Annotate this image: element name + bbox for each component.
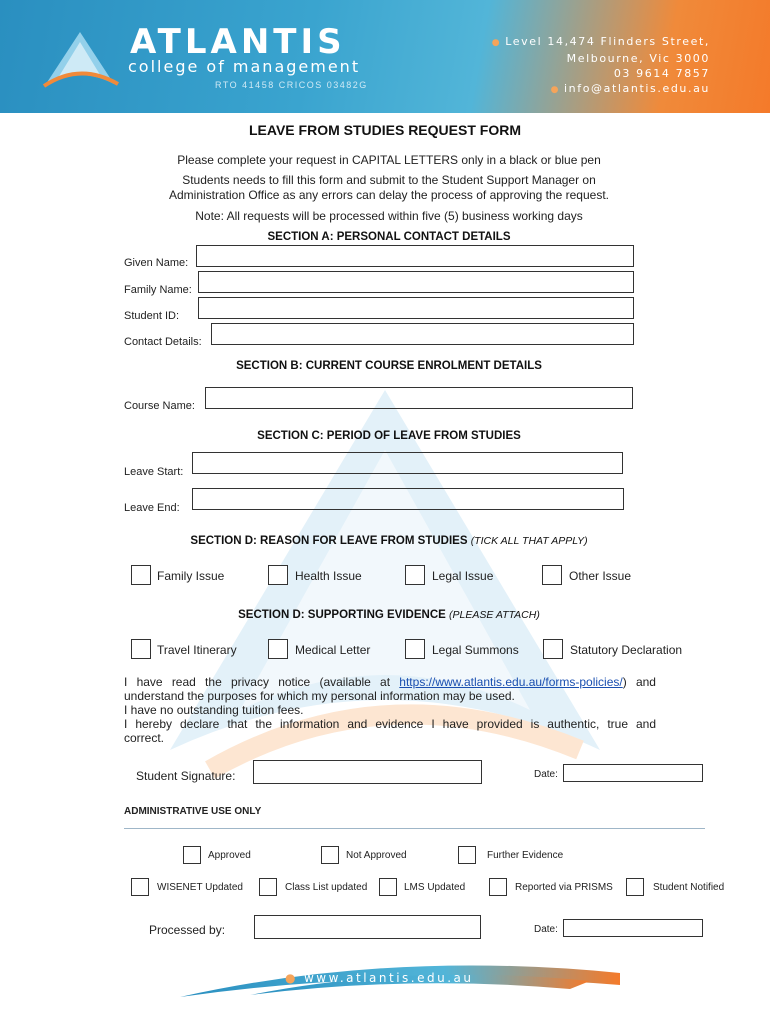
section-d-evidence-title [0, 609, 770, 621]
leave-end-label: Leave End: [124, 502, 180, 514]
declaration [124, 675, 656, 745]
family-name-label: Family Name: [124, 284, 192, 296]
contact-details-field[interactable] [211, 323, 634, 345]
phone: 03 9614 7857 [613, 67, 710, 80]
checkbox-health-issue[interactable] [268, 565, 288, 585]
declaration-line2: understand the purposes for which my personal information may be used. [124, 689, 515, 703]
email-icon: ● [550, 85, 561, 95]
label-class-list-updated: Class List updated [285, 882, 368, 893]
processed-by-label: Processed by: [149, 923, 226, 937]
web-icon: ● [285, 971, 298, 985]
processing-note: Note: All requests will be processed within five (5) business working days [195, 209, 583, 223]
processed-date-field[interactable] [563, 919, 703, 937]
leave-start-label: Leave Start: [124, 466, 184, 478]
label-travel-itinerary: Travel Itinerary [157, 643, 237, 657]
student-id-label: Student ID: [124, 310, 180, 322]
checkbox-reported-via-prisms[interactable] [489, 878, 507, 896]
checkbox-travel-itinerary[interactable] [131, 639, 151, 659]
processed-date-label: Date: [534, 924, 558, 935]
processed-by-field[interactable] [254, 915, 481, 939]
declaration-line1-post: ) and [622, 675, 656, 689]
email: info@atlantis.edu.au [564, 82, 710, 95]
checkbox-approved[interactable] [183, 846, 201, 864]
instruction-submit-2: Administration Office as any errors can delay the process of approving the request. [168, 188, 609, 202]
leave-start-field[interactable] [192, 452, 623, 474]
admin-divider [124, 828, 705, 829]
checkbox-legal-summons[interactable] [405, 639, 425, 659]
label-further-evidence: Further Evidence [487, 850, 564, 861]
checkbox-class-list-updated[interactable] [259, 878, 277, 896]
checkbox-other-issue[interactable] [542, 565, 562, 585]
family-name-field[interactable] [198, 271, 634, 293]
label-medical-letter: Medical Letter [295, 643, 371, 657]
label-approved: Approved [208, 850, 251, 861]
declaration-line5: correct. [124, 731, 165, 745]
address-line1: Level 14,474 Flinders Street, [505, 35, 710, 48]
footer-url[interactable] [285, 971, 473, 985]
label-health-issue: Health Issue [295, 569, 362, 583]
declaration-line3: I have no outstanding tuition fees. [124, 703, 304, 717]
admin-title: ADMINISTRATIVE USE ONLY [124, 806, 262, 817]
label-wisenet-updated: WISENET Updated [157, 882, 243, 893]
checkbox-statutory-declaration[interactable] [543, 639, 563, 659]
label-lms-updated: LMS Updated [404, 882, 466, 893]
declaration-line1 [124, 675, 656, 689]
course-name-field[interactable] [205, 387, 633, 409]
declaration-line1-pre: I have read the privacy notice (available at [124, 675, 400, 689]
checkbox-wisenet-updated[interactable] [131, 878, 149, 896]
section-a-title: SECTION A: PERSONAL CONTACT DETAILS [267, 231, 511, 243]
signature-date-field[interactable] [563, 764, 703, 782]
rto-cricos: RTO 41458 CRICOS 03482G [215, 80, 368, 90]
section-d-reason-title [0, 535, 770, 547]
section-d-evidence-hint: (PLEASE ATTACH) [449, 609, 540, 621]
checkbox-not-approved[interactable] [321, 846, 339, 864]
label-not-approved: Not Approved [346, 850, 407, 861]
section-d-reason-hint: (TICK ALL THAT APPLY) [470, 535, 588, 547]
course-name-label: Course Name: [124, 400, 195, 412]
section-d-evidence-heading: SECTION D: SUPPORTING EVIDENCE [238, 609, 446, 621]
student-id-field[interactable] [198, 297, 634, 319]
contact-details-label: Contact Details: [124, 336, 202, 348]
address-line2: Melbourne, Vic 3000 [566, 52, 710, 65]
label-student-notified: Student Notified [653, 882, 725, 893]
signature-date-label: Date: [534, 769, 558, 780]
leave-end-field[interactable] [192, 488, 624, 510]
label-family-issue: Family Issue [157, 569, 225, 583]
label-legal-summons: Legal Summons [432, 643, 519, 657]
student-signature-label: Student Signature: [136, 769, 236, 783]
student-signature-field[interactable] [253, 760, 482, 784]
instruction-capital: Please complete your request in CAPITAL LETTERS only in a black or blue pen [177, 153, 601, 167]
header-banner [0, 0, 770, 113]
checkbox-lms-updated[interactable] [379, 878, 397, 896]
contact-block [492, 34, 710, 98]
checkbox-student-notified[interactable] [626, 878, 644, 896]
logo-name: ATLANTIS [130, 22, 346, 62]
section-b-title: SECTION B: CURRENT COURSE ENROLMENT DETAILS [236, 360, 542, 372]
label-reported-via-prisms: Reported via PRISMS [515, 882, 613, 893]
label-statutory-declaration: Statutory Declaration [570, 643, 683, 657]
instruction-submit-1: Students needs to fill this form and submit to the Student Support Manager on [182, 173, 596, 187]
form-title: LEAVE FROM STUDIES REQUEST FORM [249, 122, 521, 138]
location-icon: ● [491, 38, 502, 48]
checkbox-further-evidence[interactable] [458, 846, 476, 864]
given-name-field[interactable] [196, 245, 634, 267]
checkbox-medical-letter[interactable] [268, 639, 288, 659]
checkbox-legal-issue[interactable] [405, 565, 425, 585]
given-name-label: Given Name: [124, 257, 189, 269]
section-d-reason-heading: SECTION D: REASON FOR LEAVE FROM STUDIES [190, 535, 468, 547]
label-legal-issue: Legal Issue [432, 569, 494, 583]
privacy-policy-link[interactable]: https://www.atlantis.edu.au/forms-policies/ [399, 675, 623, 689]
checkbox-family-issue[interactable] [131, 565, 151, 585]
label-other-issue: Other Issue [569, 569, 632, 583]
declaration-line4: I hereby declare that the information and evidence I have provided is authentic, true and [124, 717, 656, 731]
atlantis-logo-icon [40, 26, 120, 96]
logo-subtitle: college of management [128, 57, 361, 76]
section-c-title: SECTION C: PERIOD OF LEAVE FROM STUDIES [257, 430, 521, 442]
footer-url-text: www.atlantis.edu.au [303, 971, 474, 985]
